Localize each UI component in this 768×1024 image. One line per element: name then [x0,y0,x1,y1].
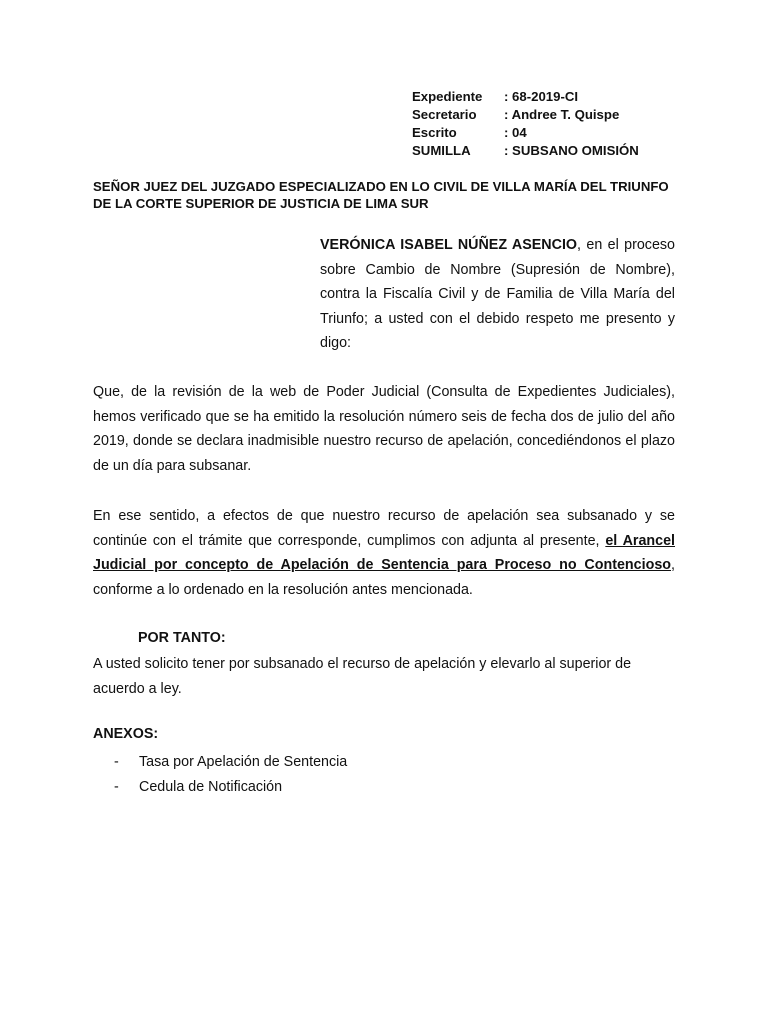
header-value: : 68-2019-CI [504,89,579,104]
addressee-line: SEÑOR JUEZ DEL JUZGADO ESPECIALIZADO EN LO CIVIL DE VILLA MARÍA DEL TRIUNFO [93,179,669,194]
intro-text: , en el proceso sobre Cambio de Nombre (Supresión de Nombre), contra la Fiscalía Civil y de Familia de Villa María del Triunfo; a usted con el debido respeto me presento y digo: [320,237,675,351]
header-key: Secretario [412,107,477,122]
paragraph-text: , conforme a lo ordenado en la resolución antes mencionada. [93,557,675,598]
header-key: Expediente [412,89,483,104]
list-item-label: Cedula de Notificación [139,779,283,795]
paragraph-text: En ese sentido, a efectos de que nuestro recurso de apelación sea subsanado y se continúe con el trámite que corresponde, cumplimos con adjunta al presente, [93,508,675,549]
list-item [114,775,347,800]
por-tanto-text: A usted solicito tener por subsanado el recurso de apelación y elevarlo al superior de acuerdo a ley. [93,656,632,697]
list-bullet: - [114,754,119,770]
list-item [114,750,347,775]
petitioner-name: VERÓNICA ISABEL NÚÑEZ ASENCIO [320,237,578,253]
header-row-escrito [412,124,639,142]
header-row-expediente [412,88,639,106]
intro-paragraph [320,233,675,356]
header-key: SUMILLA [412,143,471,158]
header-value: : Andree T. Quispe [504,107,620,122]
header-row-sumilla [412,142,639,160]
body-paragraph-2 [93,504,675,602]
list-item-label: Tasa por Apelación de Sentencia [139,754,348,770]
paragraph-emphasis: el Arancel Judicial por concepto de Apelación de Sentencia para Proceso no Contencioso [93,532,676,573]
header-value: : 04 [504,125,527,140]
por-tanto-heading: POR TANTO: [138,630,226,646]
header-value: : SUBSANO OMISIÓN [504,143,639,158]
anexos-heading: ANEXOS: [93,726,159,742]
list-bullet: - [114,779,119,795]
header-row-secretario [412,106,639,124]
header-key: Escrito [412,125,457,140]
body-paragraph-1: Que, de la revisión de la web de Poder Judicial (Consulta de Expedientes Judiciales), hemos verificado que se ha emitido la resolución número seis de fecha dos de julio del año 2019, donde se declara inadmisible nuestro recurso de apelación, concediéndonos el plazo de un día para subsanar. [93,384,675,474]
addressee-line: DE LA CORTE SUPERIOR DE JUSTICIA DE LIMA SUR [93,196,429,211]
addressee [93,178,683,212]
anexos-list [114,750,347,800]
case-header [412,88,639,160]
